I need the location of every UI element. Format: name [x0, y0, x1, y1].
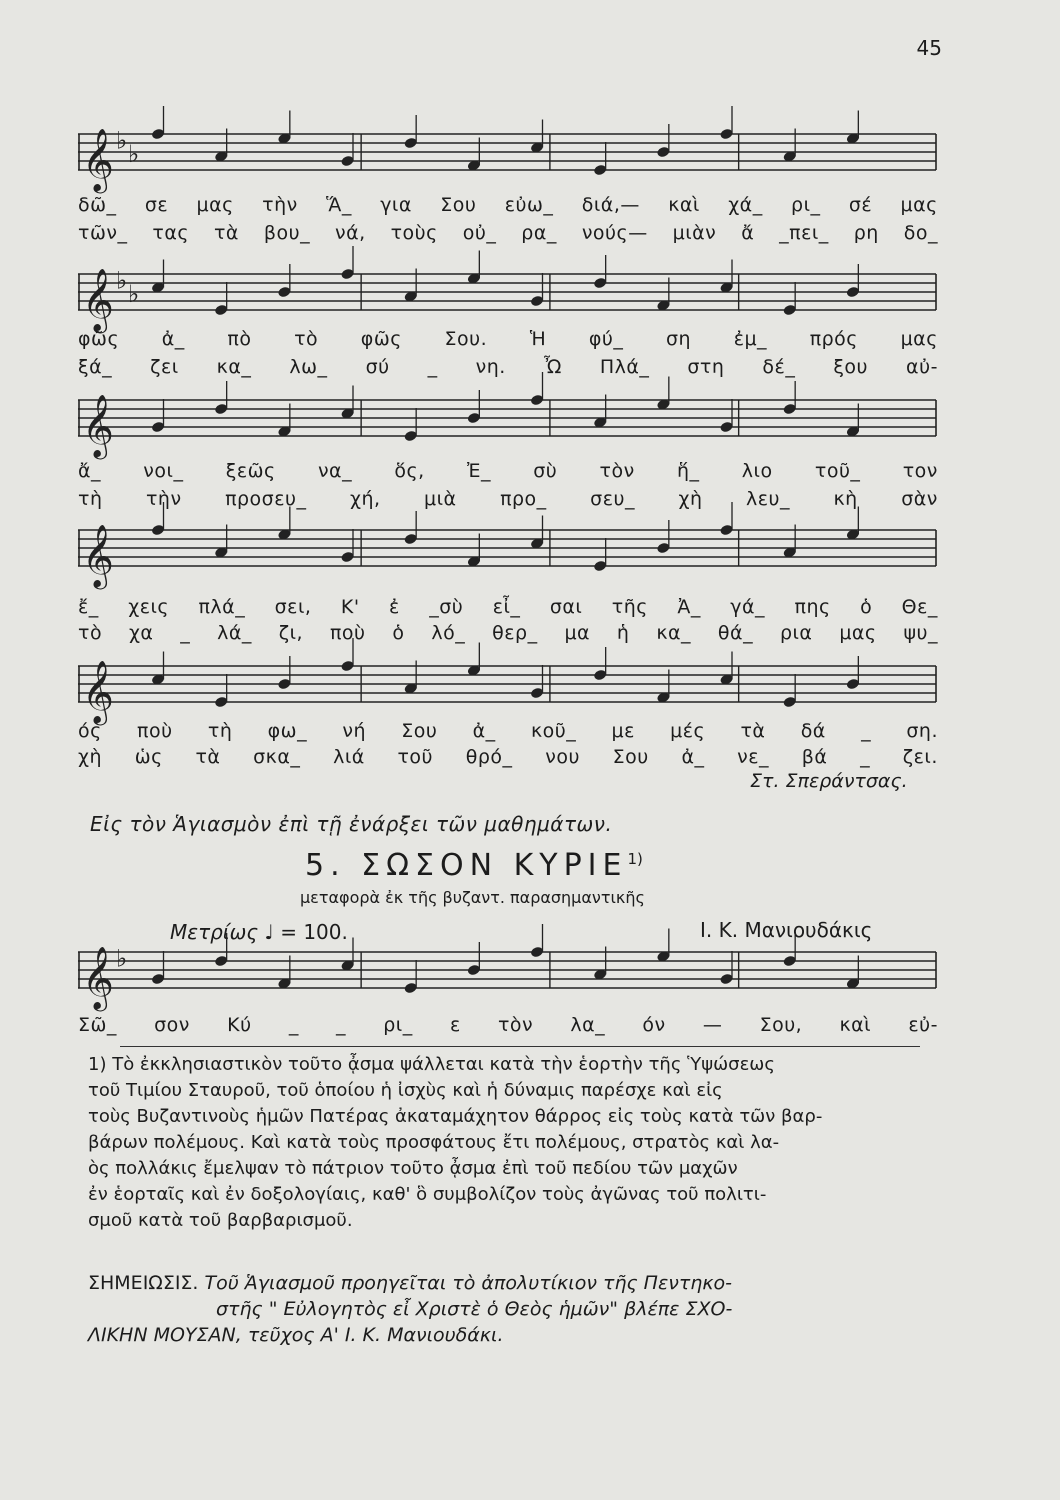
staff-5 — [78, 650, 938, 730]
lyrics-verse-1 — [78, 1014, 938, 1040]
lyrics-verse-2 — [78, 222, 938, 248]
lyric-syllable: πρός — [809, 328, 858, 350]
lyric-syllable: προσευ_ — [225, 488, 307, 510]
lyric-syllable: Σου. — [444, 328, 488, 350]
lyric-syllable: τῶν_ — [78, 222, 128, 244]
lyric-syllable: κα_ — [216, 356, 252, 378]
lyric-syllable: ἄ_ — [78, 460, 102, 482]
lyric-syllable: Ἀ_ — [677, 596, 701, 618]
lyrics-verse-1 — [78, 596, 938, 622]
lyric-syllable: να_ — [317, 460, 353, 482]
lyrics-verse-2 — [78, 356, 938, 382]
lyric-syllable: λό_ — [431, 622, 466, 644]
quarter-note-icon: ♩ — [264, 920, 274, 944]
note-block — [88, 1270, 938, 1348]
dedication: Εἰς τὸν Ἁγιασμὸν ἐπὶ τῇ ἐνάρξει τῶν μαθημάτων. — [90, 812, 613, 836]
lyric-syllable: κοῦ_ — [530, 720, 577, 742]
lyric-syllable: χα — [128, 622, 154, 644]
lyric-syllable: μα — [564, 622, 591, 644]
staff-4 — [78, 514, 938, 594]
lyric-syllable: σέ — [848, 194, 873, 216]
lyric-syllable: Ἐ_ — [466, 460, 491, 482]
lyric-syllable: ξου — [833, 356, 869, 378]
treble-clef-icon: 𝄞 — [82, 660, 114, 723]
footnote-line: ἐν ἑορταῖς καὶ ἐν δοξολογίαις, καθ' ὃ συμβολίζον τοὺς ἀγῶνας τοῦ πολιτι- — [88, 1184, 767, 1205]
lyric-syllable: τὸν — [599, 460, 635, 482]
lyric-syllable: εἶ_ — [492, 596, 521, 618]
lyric-syllable: αὐ- — [906, 356, 938, 378]
lyric-syllable: τὸ — [294, 328, 319, 350]
lyric-syllable: πὸ — [227, 328, 252, 350]
lyric-syllable: νε_ — [737, 746, 770, 768]
lyric-syllable: ἀ_ — [472, 720, 496, 742]
lyric-syllable: χή, — [349, 488, 381, 510]
lyric-syllable: μές — [670, 720, 706, 742]
lyric-syllable: βου_ — [263, 222, 311, 244]
flat-icon: ♭ — [116, 266, 128, 295]
staff-6 — [78, 936, 938, 1016]
lyric-syllable: στη — [687, 356, 725, 378]
song-title-text: 5. ΣΩΣΟΝ ΚΥΡΙΕ — [305, 848, 628, 883]
lyric-syllable: θά_ — [717, 622, 754, 644]
treble-clef-icon: 𝄞 — [82, 268, 114, 331]
lyric-syllable: Ἅ_ — [326, 194, 352, 216]
lyric-syllable: ρα_ — [521, 222, 557, 244]
footnote-line: σμοῦ κατὰ τοῦ βαρβαρισμοῦ. — [88, 1210, 353, 1231]
lyric-syllable: ἥ_ — [676, 460, 700, 482]
lyric-syllable: φω_ — [267, 720, 308, 742]
lyric-syllable: τὰ — [213, 222, 239, 244]
lyric-syllable: διά,— — [581, 194, 640, 216]
music-system-1 — [78, 118, 938, 278]
footnote-marker: 1) — [627, 850, 643, 868]
lyric-syllable: τον — [902, 460, 938, 482]
lyric-syllable: ε — [449, 1014, 461, 1036]
flat-icon: ♭ — [128, 279, 140, 308]
lyric-syllable: τὴ — [207, 720, 233, 742]
lyric-syllable: με — [611, 720, 635, 742]
lyric-syllable: ζει — [150, 356, 179, 378]
lyrics-verse-1 — [78, 194, 938, 220]
lyric-syllable: κὴ — [833, 488, 858, 510]
lyric-syllable: — — [702, 1014, 723, 1036]
lyric-syllable: σὺ — [533, 460, 558, 482]
lyric-syllable: Ἡ — [529, 328, 547, 350]
lyric-syllable: νου — [545, 746, 580, 768]
lyric-syllable: σον — [154, 1014, 190, 1036]
lyric-syllable: ζι, — [278, 622, 304, 644]
lyric-syllable: θερ_ — [492, 622, 538, 644]
lyric-syllable: ἔ_ — [78, 596, 99, 618]
lyric-syllable: _σὺ — [429, 596, 464, 618]
lyric-syllable: ξά_ — [78, 356, 113, 378]
lyric-syllable: _ — [427, 356, 438, 378]
lyric-syllable: νη. — [475, 356, 506, 378]
lyric-syllable: χά_ — [728, 194, 763, 216]
lyric-syllable: οὐ_ — [462, 222, 497, 244]
lyric-syllable: βά — [801, 746, 828, 768]
lyrics-verse-2 — [78, 622, 938, 648]
lyric-syllable: τὰ — [195, 746, 221, 768]
lyric-syllable: ξεῶς — [225, 460, 276, 482]
tempo-word: Μετρίως — [170, 920, 259, 944]
lyric-syllable: ὡς — [134, 746, 163, 768]
lyric-syllable: όν — [642, 1014, 666, 1036]
lyric-syllable: _ — [288, 1014, 299, 1036]
lyric-syllable: ψυ_ — [903, 622, 938, 644]
lyric-syllable: ρια — [779, 622, 813, 644]
lyric-syllable: Κύ — [227, 1014, 252, 1036]
tempo-value: = 100. — [280, 920, 348, 944]
lyric-syllable: Σῶ_ — [78, 1014, 117, 1036]
flat-icon: ♭ — [116, 126, 128, 155]
lyric-syllable: νοι_ — [143, 460, 184, 482]
lyrics-verse-1 — [78, 720, 938, 746]
lyric-syllable: μιὰ — [424, 488, 457, 510]
footnote-line: τοὺς Βυζαντινοὺς ἡμῶν Πατέρας ἀκαταμάχητον θάρρος εἰς τοὺς κατὰ τῶν βαρ- — [88, 1106, 823, 1127]
lyrics-verse-1 — [78, 460, 938, 486]
staff-1 — [78, 118, 938, 198]
lyric-syllable: εὐ- — [908, 1014, 938, 1036]
lyric-syllable: πης — [794, 596, 831, 618]
music-system-5 — [78, 650, 938, 780]
lyric-syllable: ἐ — [388, 596, 400, 618]
lyric-syllable: τοῦ_ — [814, 460, 861, 482]
lyric-syllable: καὶ — [839, 1014, 872, 1036]
lyric-syllable: Σου — [401, 720, 438, 742]
lyric-syllable: ση. — [906, 720, 938, 742]
flat-icon: ♭ — [116, 944, 128, 973]
lyric-syllable: λευ_ — [745, 488, 790, 510]
lyric-syllable: τὴν — [262, 194, 298, 216]
lyric-syllable: σει, — [274, 596, 312, 618]
footnote-line: ὸς πολλάκις ἔμελψαν τὸ πάτριον τοῦτο ᾆσμα ἐπὶ τοῦ πεδίου τῶν μαχῶν — [88, 1158, 738, 1179]
lyrics-verse-2 — [78, 746, 938, 772]
lyric-syllable: ση — [665, 328, 692, 350]
lyric-syllable: _ — [180, 622, 191, 644]
lyric-syllable: φῶς — [78, 328, 120, 350]
lyric-syllable: τὸν — [497, 1014, 534, 1036]
lyric-syllable: πλά_ — [198, 596, 246, 618]
lyric-syllable: νά, — [335, 222, 366, 244]
lyric-syllable: τὴν — [145, 488, 182, 510]
lyric-syllable: καὶ — [668, 194, 700, 216]
lyric-syllable: μας — [839, 622, 877, 644]
lyric-syllable: λιο — [741, 460, 773, 482]
lyric-syllable: Σου, — [759, 1014, 803, 1036]
lyric-syllable: ζει. — [902, 746, 938, 768]
song-title — [305, 848, 643, 883]
note-line: στῆς " Εὐλογητὸς εἶ Χριστὲ ὁ Θεὸς ἡμῶν" βλέπε ΣΧΟ- — [216, 1298, 733, 1320]
lyric-syllable: δο_ — [903, 222, 938, 244]
lyric-syllable: σὰν — [901, 488, 938, 510]
lyric-syllable: γά_ — [730, 596, 766, 618]
staff-3 — [78, 384, 938, 464]
lyric-syllable: ποὺ — [137, 720, 173, 742]
page-number: 45 — [916, 36, 942, 60]
lyric-syllable: ἀ_ — [681, 746, 705, 768]
lyric-syllable: Σου — [612, 746, 649, 768]
lyric-syllable: Σου — [440, 194, 477, 216]
lyric-syllable: ὁ — [860, 596, 873, 618]
lyric-syllable: ρι_ — [791, 194, 821, 216]
music-system-2 — [78, 258, 938, 398]
lyric-syllable: φύ_ — [588, 328, 624, 350]
lyric-syllable: για — [380, 194, 412, 216]
lyric-syllable: δά — [800, 720, 826, 742]
lyric-syllable: νούς— — [581, 222, 648, 244]
footnote — [88, 1052, 928, 1234]
lyric-syllable: χὴ — [78, 746, 103, 768]
lyric-syllable: κα_ — [656, 622, 692, 644]
lyric-syllable: Πλά_ — [599, 356, 650, 378]
treble-clef-icon: 𝄞 — [82, 524, 114, 587]
staff-2 — [78, 258, 938, 338]
lyric-syllable: χεις — [128, 596, 170, 618]
lyric-syllable: μας — [900, 328, 938, 350]
music-system-6 — [78, 936, 938, 1046]
lyric-syllable: _ — [860, 746, 871, 768]
lyric-syllable: τῆς — [611, 596, 648, 618]
note-label: ΣΗΜΕΙΩΣΙΣ. — [88, 1272, 199, 1294]
lyric-syllable: λω_ — [289, 356, 328, 378]
lyric-syllable: νή — [342, 720, 366, 742]
lyric-syllable: ἐμ_ — [733, 328, 768, 350]
lyric-syllable: φῶς — [360, 328, 402, 350]
treble-clef-icon: 𝄞 — [82, 946, 114, 1009]
lyric-syllable: ποὺ — [329, 622, 366, 644]
arranger: Ι. Κ. Μανιουδάκις — [700, 918, 873, 942]
lyric-syllable: δέ_ — [762, 356, 796, 378]
music-system-4 — [78, 514, 938, 654]
lyric-syllable: τας — [152, 222, 190, 244]
lyric-syllable: ἄ — [741, 222, 755, 244]
lyrics-verse-2 — [78, 488, 938, 514]
lyric-syllable: χὴ — [678, 488, 703, 510]
footnote-divider — [120, 1046, 920, 1047]
lyric-syllable: Ὦ — [543, 356, 562, 378]
footnote-line: 1) Τὸ ἐκκλησιαστικὸν τοῦτο ᾆσμα ψάλλεται κατὰ τὴν ἑορτὴν τῆς Ὑψώσεως — [88, 1054, 775, 1075]
lyric-syllable: λά_ — [217, 622, 252, 644]
lyric-syllable: προ_ — [500, 488, 547, 510]
lyric-syllable: Κ' — [340, 596, 360, 618]
lyric-syllable: ἡ — [616, 622, 630, 644]
lyric-syllable: _ — [336, 1014, 347, 1036]
lyric-syllable: ρι_ — [383, 1014, 413, 1036]
lyrics-verse-1 — [78, 328, 938, 354]
lyric-syllable: μας — [196, 194, 234, 216]
lyric-syllable: θρό_ — [465, 746, 513, 768]
lyric-syllable: ὅς, — [394, 460, 425, 482]
lyric-syllable: μας — [900, 194, 938, 216]
music-system-3 — [78, 384, 938, 524]
lyric-syllable: σαι — [549, 596, 583, 618]
lyric-syllable: Θε_ — [901, 596, 938, 618]
lyric-syllable: ός — [78, 720, 102, 742]
lyric-syllable: τὰ — [740, 720, 766, 742]
song-subtitle: μεταφορὰ ἐκ τῆς βυζαντ. παρασημαντικῆς — [300, 888, 645, 907]
lyric-syllable: λιά — [333, 746, 365, 768]
lyric-syllable: σκα_ — [253, 746, 301, 768]
lyric-syllable: δῶ_ — [78, 194, 117, 216]
treble-clef-icon: 𝄞 — [82, 128, 114, 191]
lyric-syllable: τοῦ — [397, 746, 434, 768]
flat-icon: ♭ — [128, 139, 140, 168]
note-line: Τοῦ Ἁγιασμοῦ προηγεῖται τὸ ἀπολυτίκιον τῆς Πεντηκο- — [204, 1272, 733, 1294]
note-line: ΛΙΚΗΝ ΜΟΥΣΑΝ, τεῦχος Α' Ι. Κ. Μανιουδάκι. — [88, 1324, 504, 1346]
treble-clef-icon: 𝄞 — [82, 394, 114, 457]
lyric-syllable: _πει_ — [779, 222, 829, 244]
lyric-syllable: σευ_ — [590, 488, 635, 510]
lyric-syllable: σε — [144, 194, 169, 216]
lyric-syllable: λα_ — [570, 1014, 606, 1036]
footnote-line: τοῦ Τιμίου Σταυροῦ, τοῦ ὁποίου ἡ ἰσχὺς καὶ ἡ δύναμις παρέσχε καὶ εἰς — [88, 1080, 723, 1101]
lyric-syllable: μιὰν — [672, 222, 717, 244]
footnote-line: βάρων πολέμους. Καὶ κατὰ τοὺς προσφάτους ἔτι πολέμους, στρατὸς καὶ λα- — [88, 1132, 780, 1153]
lyric-syllable: τὴ — [78, 488, 103, 510]
lyric-syllable: τὸ — [78, 622, 103, 644]
lyric-syllable: εὐω_ — [504, 194, 554, 216]
lyric-syllable: ρη — [853, 222, 879, 244]
composer-credit: Στ. Σπεράντσας. — [750, 770, 908, 792]
lyric-syllable: σύ — [365, 356, 390, 378]
lyric-syllable: ἀ_ — [161, 328, 185, 350]
lyric-syllable: τοὺς — [390, 222, 438, 244]
lyric-syllable: ὁ — [392, 622, 405, 644]
lyric-syllable: _ — [861, 720, 872, 742]
